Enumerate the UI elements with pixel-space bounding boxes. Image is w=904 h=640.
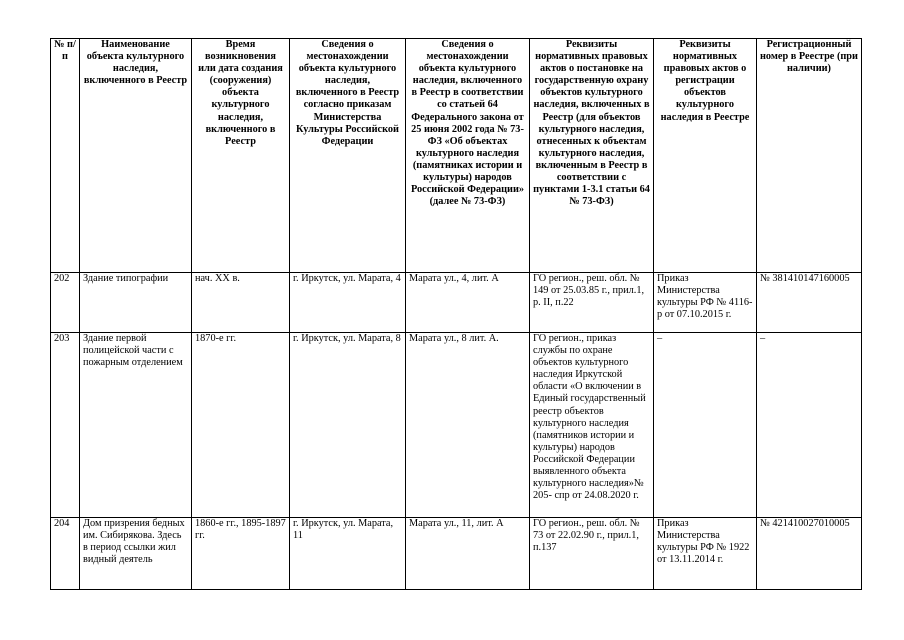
cell-location-law: Марата ул., 4, лит. А [406, 273, 530, 333]
cell-number: 202 [51, 273, 80, 333]
cell-registration-act: Приказ Министерства культуры РФ № 4116-р от 07.10.2015 г. [654, 273, 757, 333]
cell-location-order: г. Иркутск, ул. Марата, 4 [290, 273, 406, 333]
table-header-row [51, 39, 862, 273]
cell-number: 203 [51, 333, 80, 518]
cell-name: Здание первой полицейской части с пожарным отделением [80, 333, 192, 518]
cell-protection-act: ГО регион., реш. обл. № 73 от 22.02.90 г., прил.1, п.137 [530, 518, 654, 590]
header-cell-date: Время возникновения или дата создания (сооружения) объекта культурного наследия, включенного в Реестр [192, 39, 290, 273]
cell-location-order: г. Иркутск, ул. Марата, 11 [290, 518, 406, 590]
cell-name: Дом призрения бедных им. Сибирякова. Здесь в период ссылки жил видный деятель [80, 518, 192, 590]
cell-reg-number: № 381410147160005 [757, 273, 862, 333]
header-cell-location-law: Сведения о местонахождении объекта культурного наследия, включенного в Реестр в соответствии со статьей 64 Федерального закона от 25 июня 2002 года № 73-ФЗ «Об объектах культурного наследия (памятниках истории и культуры) народов Российской Федерации» (далее № 73-ФЗ) [406, 39, 530, 273]
cell-number: 204 [51, 518, 80, 590]
cell-protection-act: ГО регион., приказ службы по охране объектов культурного наследия Иркутской области «О включении в Единый государственный реестр объектов культурного наследия (памятников истории и культуры) народов Российской Федерации выявленного объекта культурного наследия»№ 205- спр от 24.08.2020 г. [530, 333, 654, 518]
cell-protection-act: ГО регион., реш. обл. № 149 от 25.03.85 г., прил.1, р. II, п.22 [530, 273, 654, 333]
header-cell-number: № п/п [51, 39, 80, 273]
header-cell-registration-act: Реквизиты нормативных правовых актов о регистрации объектов культурного наследия в Реестре [654, 39, 757, 273]
cell-name: Здание типографии [80, 273, 192, 333]
cell-registration-act: – [654, 333, 757, 518]
cell-location-order: г. Иркутск, ул. Марата, 8 [290, 333, 406, 518]
cell-registration-act: Приказ Министерства культуры РФ № 1922 от 13.11.2014 г. [654, 518, 757, 590]
heritage-registry-table [50, 38, 862, 590]
cell-date: нач. XX в. [192, 273, 290, 333]
cell-reg-number: № 421410027010005 [757, 518, 862, 590]
table-row [51, 333, 862, 518]
cell-date: 1860-е гг., 1895-1897 гг. [192, 518, 290, 590]
header-cell-reg-number: Регистрационный номер в Реестре (при наличии) [757, 39, 862, 273]
table-row [51, 273, 862, 333]
cell-reg-number: – [757, 333, 862, 518]
cell-location-law: Марата ул., 11, лит. А [406, 518, 530, 590]
header-cell-location-order: Сведения о местонахождении объекта культурного наследия, включенного в Реестр согласно приказам Министерства Культуры Российской Федерации [290, 39, 406, 273]
header-cell-name: Наименование объекта культурного наследия, включенного в Реестр [80, 39, 192, 273]
header-cell-protection-act: Реквизиты нормативных правовых актов о постановке на государственную охрану объектов культурного наследия, включенных в Реестр (для объектов культурного наследия, отнесенных к объектам культурного наследия, включенным в Реестр в соответствии с пунктами 1-3.1 статьи 64 № 73-ФЗ) [530, 39, 654, 273]
cell-location-law: Марата ул., 8 лит. А. [406, 333, 530, 518]
table-row [51, 518, 862, 590]
cell-date: 1870-е гг. [192, 333, 290, 518]
